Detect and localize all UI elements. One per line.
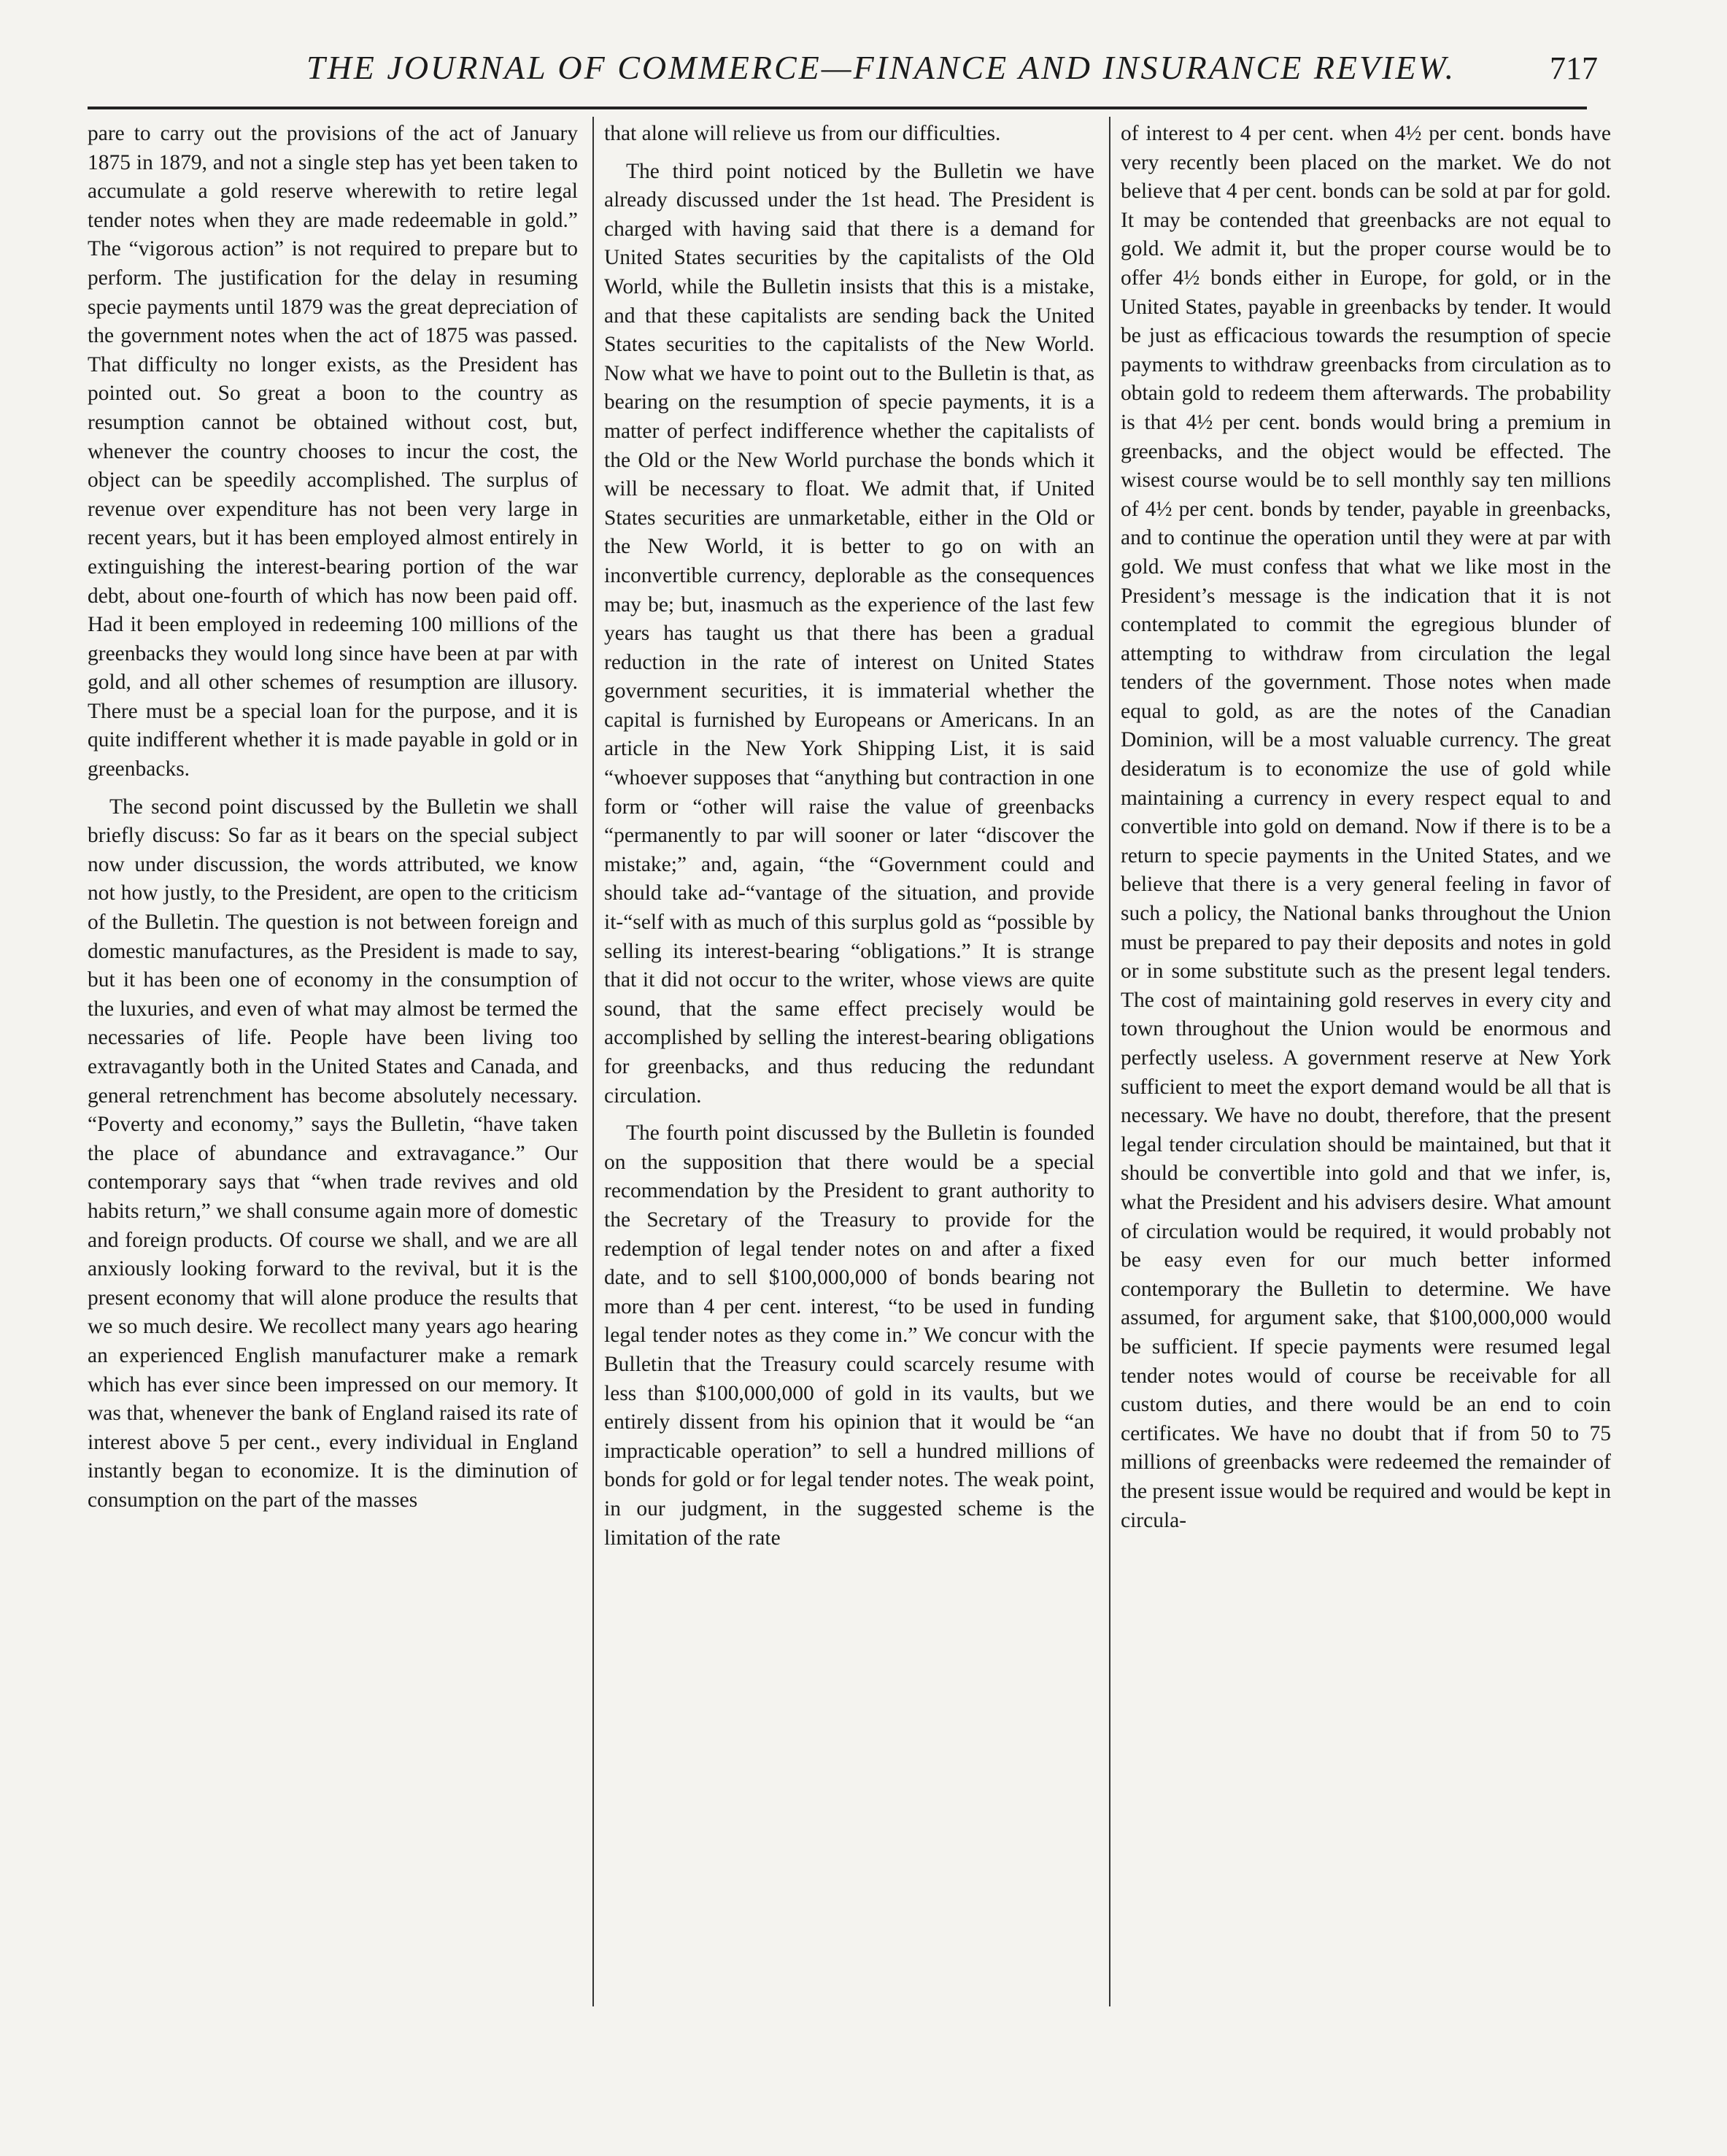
paragraph: The third point noticed by the Bulletin we have already discussed under the 1st head. The President is charged with having said that there is a demand for United States securities by the capitalists of the Old World, while the Bulletin insists that this is a mistake, and that these capitalists are sending back the United States securities to the capitalists of the New World. Now what we have to point out to the Bulletin is that, as bearing on the resumption of specie payments, it is a matter of perfect indifference whether the capitalists of the Old or the New World purchase the bonds which it will be necessary to float. We admit that, if United States securities are unmarketable, either in the Old or the New World, it is better to go on with an inconvertible currency, deplorable as the consequences may be; but, inasmuch as the experience of the last few years has taught us that there has been a gradual reduction in the rate of interest on United States government securities, it is immaterial whether the capital is furnished by Europeans or Americans. In an article in the New York Shipping List, it is said “whoever supposes that “anything but contraction in one form or “other will raise the value of greenbacks “permanently to par will sooner or later “discover the mistake;” and, again, “the “Government could and should take ad-“vantage of the situation, and provide it-“self with as much of this surplus gold as “possible by selling its interest-bearing “obligations.” It is strange that it did not occur to the writer, whose views are quite sound, that the same effect precisely would be accomplished by selling the interest-bearing obligations for greenbacks, and thus reducing the redundant circulation. bbox=[604, 159, 1094, 1108]
text-column-2 bbox=[604, 120, 1094, 2053]
paragraph: pare to carry out the provisions of the act of January 1875 in 1879, and not a single step has yet been taken to accumulate a gold reserve wherewith to retire legal tender notes when they are made redeemable in gold.” The “vigorous action” is not required to prepare but to perform. The justification for the delay in resuming specie payments until 1879 was the great depreciation of the government notes when the act of 1875 was passed. That difficulty no longer exists, as the President has pointed out. So great a boon to the country as resumption cannot be obtained without cost, but, whenever the country chooses to incur the cost, the object can be speedily accomplished. The surplus of revenue over expenditure has not been very large in recent years, but it has been employed almost entirely in extinguishing the interest-bearing portion of the war debt, about one-fourth of which has now been paid off. Had it been employed in redeeming 100 millions of the greenbacks they would long since have been at par with gold, and all other schemes of resumption are illusory. There must be a special loan for the purpose, and it is quite indifferent whether it is made payable in gold or in greenbacks. bbox=[88, 122, 578, 781]
column-divider bbox=[592, 117, 594, 2006]
paragraph: that alone will relieve us from our difficulties. bbox=[604, 122, 1001, 145]
column-divider bbox=[1109, 117, 1110, 2006]
header-rule bbox=[88, 107, 1587, 109]
page-header bbox=[88, 45, 1598, 104]
page-number: 717 bbox=[1550, 50, 1598, 86]
text-column-1 bbox=[88, 120, 578, 2053]
paragraph: The fourth point discussed by the Bulletin is founded on the supposition that there would be a special recommendation by the President to grant authority to the Secretary of the Treasury to provide for the redemption of legal tender notes on and after a fixed date, and to sell $100,000,000 of bonds bearing not more than 4 per cent. interest, “to be used in funding legal tender notes as they come in.” We concur with the Bulletin that the Treasury could scarcely resume with less than $100,000,000 of gold in its vaults, but we entirely dissent from his opinion that it would be “an impracticable operation” to sell a hundred millions of bonds for gold or for legal tender notes. The weak point, in our judgment, in the suggested scheme is the limitation of the rate bbox=[604, 1121, 1094, 1550]
paragraph: of interest to 4 per cent. when 4½ per cent. bonds have very recently been placed on the market. We do not believe that 4 per cent. bonds can be sold at par for gold. It may be contended that greenbacks are not equal to gold. We admit it, but the proper course would be to offer 4½ bonds either in Europe, for gold, or in the United States, payable in greenbacks by tender. It would be just as efficacious towards the resumption of specie payments to withdraw greenbacks from circulation as to obtain gold to redeem them afterwards. The probability is that 4½ per cent. bonds would bring a premium in greenbacks, and the object would be effected. The wisest course would be to sell monthly say ten millions of 4½ per cent. bonds by tender, payable in greenbacks, and to continue the operation until they were at par with gold. We must confess that what we like most in the President’s message is the indication that it is not contemplated to commit the egregious blunder of attempting to withdraw from circulation the legal tenders of the government. Those notes when made equal to gold, as are the notes of the Canadian Dominion, will be a most valuable currency. The great desideratum is to economize the use of gold while maintaining a currency in every respect equal to and convertible into gold on demand. Now if there is to be a return to specie payments in the United States, and we believe that there is a very general feeling in favor of such a policy, the National banks throughout the Union must be prepared to pay their deposits and notes in gold or in some substitute such as the present legal tenders. The cost of maintaining gold reserves in every city and town throughout the Union would be enormous and perfectly useless. A government reserve at New York sufficient to meet the export demand would be all that is necessary. We have no doubt, therefore, that the present legal tender circulation should be maintained, but that it should be convertible into gold and that we infer, is, what the President and his advisers desire. What amount of circulation would be required, it would probably not be easy even for our much better informed contemporary the Bulletin to determine. We have assumed, for argument sake, that $100,000,000 would be sufficient. If specie payments were resumed legal tender notes would of course be receivable for all custom duties, and there would be an end to coin certificates. We have no doubt that if from 50 to 75 millions of greenbacks were redeemed the remainder of the present issue would be required and would be kept in circula- bbox=[1121, 122, 1611, 1532]
text-column-3 bbox=[1121, 120, 1611, 2053]
paragraph: The second point discussed by the Bulletin we shall briefly discuss: So far as it bears on the special subject now under discussion, the words attributed, we know not how justly, to the President, are open to the criticism of the Bulletin. The question is not between foreign and domestic manufactures, as the President is made to say, but it has been one of economy in the consumption of the luxuries, and even of what may almost be termed the necessaries of life. People have been living too extravagantly both in the United States and Canada, and general retrenchment has become absolutely necessary. “Poverty and economy,” says the Bulletin, “have taken the place of abundance and extravagance.” Our contemporary says that “when trade revives and old habits return,” we shall consume again more of domestic and foreign products. Of course we shall, and we are all anxiously looking forward to the revival, but it is the present economy that will alone produce the results that we so much desire. We recollect many years ago hearing an experienced English manufacturer make a remark which has ever since been impressed on our memory. It was that, whenever the bank of England raised its rate of interest above 5 per cent., every individual in England instantly began to economize. It is the diminution of consumption on the part of the masses bbox=[88, 795, 578, 1512]
running-title: THE JOURNAL OF COMMERCE—FINANCE AND INSURANCE REVIEW. bbox=[306, 49, 1456, 86]
